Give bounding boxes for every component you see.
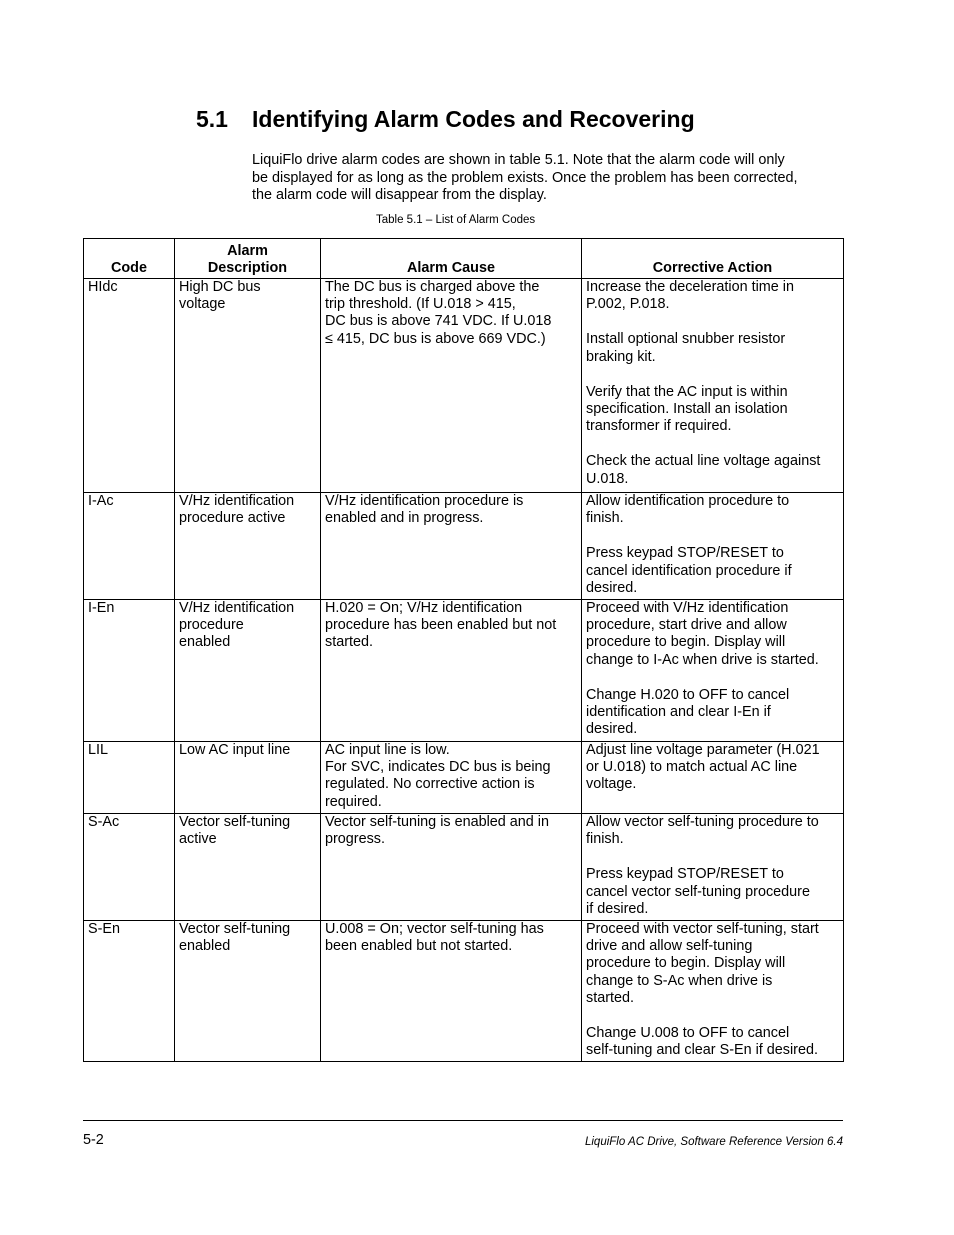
header-corrective-action: Corrective Action <box>582 239 844 279</box>
intro-line: LiquiFlo drive alarm codes are shown in table 5.1. Note that the alarm code will only <box>252 152 785 168</box>
cell-cause <box>321 742 582 814</box>
action-paragraph <box>586 384 839 436</box>
alarm-rows <box>84 279 844 1062</box>
action-line: Allow identification procedure to <box>586 493 790 509</box>
cause-paragraph <box>325 814 577 848</box>
cell-code: S-Ac <box>84 814 175 921</box>
action-line: procedure to begin. Display will <box>586 955 786 972</box>
section-title-text: Identifying Alarm Codes and Recovering <box>252 106 695 132</box>
description-line: voltage <box>179 296 226 313</box>
action-line: P.002, P.018. <box>586 296 670 313</box>
description-line: Low AC input line <box>179 742 291 758</box>
action-line: Proceed with vector self-tuning, start <box>586 921 819 937</box>
action-line: Check the actual line voltage against <box>586 453 821 470</box>
action-paragraph <box>586 742 839 794</box>
action-line: finish. <box>586 831 624 848</box>
action-line: started. <box>586 989 634 1006</box>
cell-cause <box>321 600 582 742</box>
action-line: change to S-Ac when drive is <box>586 972 773 989</box>
table-header-row <box>84 239 844 279</box>
action-line: voltage. <box>586 776 637 793</box>
description-line: Vector self-tuning <box>179 814 291 830</box>
action-paragraph <box>586 866 839 918</box>
action-line: Adjust line voltage parameter (H.021 <box>586 742 820 758</box>
section-number: 5.1 <box>196 106 228 132</box>
action-line: procedure to begin. Display will <box>586 634 786 651</box>
action-paragraph <box>586 687 839 739</box>
cell-cause <box>321 921 582 1062</box>
action-paragraph <box>586 1025 839 1059</box>
cell-action <box>582 279 844 493</box>
table-row <box>84 742 844 814</box>
action-paragraph <box>586 279 839 313</box>
description-line: V/Hz identification <box>179 600 295 616</box>
cause-line: procedure has been enabled but not <box>325 617 557 634</box>
action-line: change to I-Ac when drive is started. <box>586 651 819 668</box>
action-line: cancel identification procedure if <box>586 562 792 579</box>
cause-paragraph <box>325 600 577 652</box>
header-alarm-description: Alarm Description <box>175 239 321 279</box>
footer-rule <box>83 1120 843 1121</box>
cause-line: The DC bus is charged above the <box>325 279 540 295</box>
intro-line: the alarm code will disappear from the display. <box>252 187 547 204</box>
document-title: LiquiFlo AC Drive, Software Reference Version 6.4 <box>584 1136 843 1148</box>
description-line: procedure active <box>179 510 286 527</box>
cause-line: V/Hz identification procedure is <box>325 493 524 509</box>
action-line: braking kit. <box>586 348 656 365</box>
cell-code: LIL <box>84 742 175 814</box>
intro-line: be displayed for as long as the problem exists. Once the problem has been corrected, <box>252 169 798 186</box>
action-line: Press keypad STOP/RESET to <box>586 545 784 562</box>
cell-code: S-En <box>84 921 175 1062</box>
cell-cause <box>321 814 582 921</box>
description-line: enabled <box>179 634 231 651</box>
cell-description <box>175 279 321 493</box>
action-paragraph <box>586 493 839 527</box>
cause-line: trip threshold. (If U.018 > 415, <box>325 296 516 313</box>
action-paragraph <box>586 545 839 597</box>
action-line: Press keypad STOP/RESET to <box>586 866 784 883</box>
table-caption: Table 5.1 – List of Alarm Codes <box>376 214 536 226</box>
action-line: transformer if required. <box>586 418 732 435</box>
alarm-codes-table <box>83 238 844 1062</box>
action-line: cancel vector self-tuning procedure <box>586 883 810 900</box>
header-alarm-cause: Alarm Cause <box>321 239 582 279</box>
description-line: High DC bus <box>179 279 261 295</box>
cell-action <box>582 814 844 921</box>
table-row <box>84 493 844 600</box>
action-line: or U.018) to match actual AC line <box>586 759 798 776</box>
action-line: identification and clear I-En if <box>586 704 771 721</box>
cause-line: DC bus is above 741 VDC. If U.018 <box>325 313 552 330</box>
cause-paragraph <box>325 493 577 527</box>
cause-line: regulated. No corrective action is <box>325 776 535 793</box>
cell-cause <box>321 279 582 493</box>
cell-code: HIdc <box>84 279 175 493</box>
cell-action <box>582 493 844 600</box>
action-line: U.018. <box>586 470 629 487</box>
action-line: procedure, start drive and allow <box>586 617 787 634</box>
cell-description <box>175 493 321 600</box>
cause-line: For SVC, indicates DC bus is being <box>325 759 551 776</box>
action-line: if desired. <box>586 900 649 917</box>
cell-action <box>582 742 844 814</box>
cell-description <box>175 742 321 814</box>
action-paragraph <box>586 331 839 365</box>
action-line: Increase the deceleration time in <box>586 279 794 295</box>
table-row <box>84 279 844 493</box>
page-number: 5-2 <box>83 1132 104 1148</box>
description-line: Vector self-tuning <box>179 921 291 937</box>
action-line: desired. <box>586 721 638 738</box>
cause-line: H.020 = On; V/Hz identification <box>325 600 523 616</box>
description-line: procedure <box>179 617 244 634</box>
action-line: Verify that the AC input is within <box>586 383 788 400</box>
section-title <box>196 103 695 135</box>
cause-line: enabled and in progress. <box>325 510 484 527</box>
description-line: active <box>179 831 217 848</box>
action-line: Proceed with V/Hz identification <box>586 600 789 616</box>
table-row <box>84 814 844 921</box>
cell-code: I-Ac <box>84 493 175 600</box>
cell-description <box>175 600 321 742</box>
cause-line: required. <box>325 793 382 810</box>
table-row <box>84 600 844 742</box>
action-line: desired. <box>586 579 638 596</box>
cause-paragraph <box>325 742 577 811</box>
action-paragraph <box>586 453 839 487</box>
cause-paragraph <box>325 279 577 348</box>
action-line: Change H.020 to OFF to cancel <box>586 686 790 703</box>
cause-line: ≤ 415, DC bus is above 669 VDC.) <box>325 330 546 347</box>
cell-action <box>582 600 844 742</box>
table-row <box>84 921 844 1062</box>
cause-line: AC input line is low. <box>325 742 450 758</box>
action-line: specification. Install an isolation <box>586 401 788 418</box>
cause-line: U.008 = On; vector self-tuning has <box>325 921 544 937</box>
cell-action <box>582 921 844 1062</box>
cell-cause <box>321 493 582 600</box>
cause-line: progress. <box>325 831 385 848</box>
cause-line: started. <box>325 634 373 651</box>
cell-code: I-En <box>84 600 175 742</box>
cause-paragraph <box>325 921 577 955</box>
action-line: Install optional snubber resistor <box>586 331 786 348</box>
action-line: drive and allow self-tuning <box>586 938 753 955</box>
action-paragraph <box>586 814 839 848</box>
cause-line: Vector self-tuning is enabled and in <box>325 814 550 830</box>
action-line: Allow vector self-tuning procedure to <box>586 814 819 830</box>
cell-description <box>175 921 321 1062</box>
cause-line: been enabled but not started. <box>325 938 513 955</box>
action-paragraph <box>586 921 839 1007</box>
cell-description <box>175 814 321 921</box>
header-code: Code <box>84 239 175 279</box>
action-line: Change U.008 to OFF to cancel <box>586 1025 790 1042</box>
description-line: V/Hz identification <box>179 493 295 509</box>
intro-paragraph <box>252 152 852 205</box>
action-paragraph <box>586 600 839 669</box>
description-line: enabled <box>179 938 231 955</box>
action-line: finish. <box>586 510 624 527</box>
action-line: self-tuning and clear S-En if desired. <box>586 1042 818 1059</box>
